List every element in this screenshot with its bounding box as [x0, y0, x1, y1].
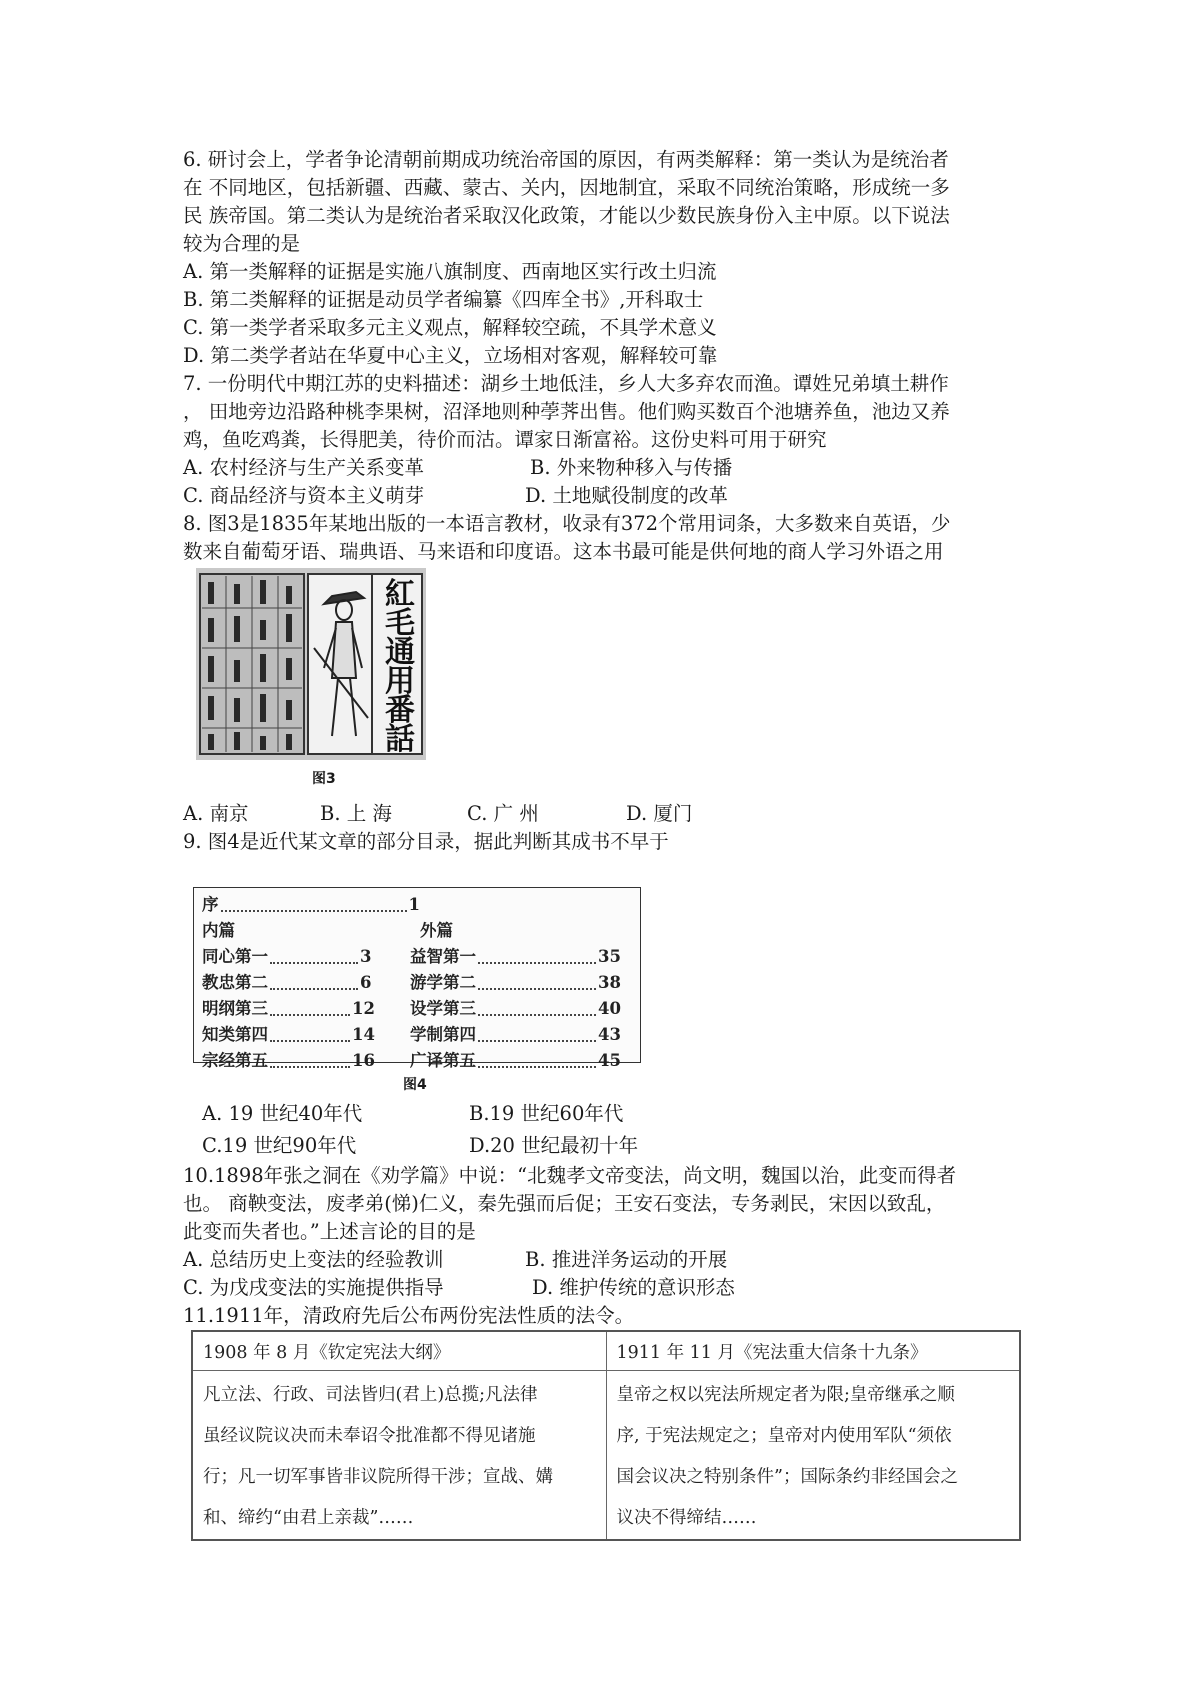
stem-line: 也。 商鞅变法，废孝弟(悌)仁义，秦先强而后促；王安石变法，专务剥民，宋因以致乱，	[183, 1192, 946, 1215]
q7-option-a: A. 农村经济与生产关系变革	[183, 456, 424, 479]
q9-option-c: C.19 世纪90年代	[202, 1134, 357, 1157]
title-char: 用	[385, 664, 415, 699]
stem-line: 数来自葡萄牙语、瑞典语、马来语和印度语。这本书最可能是供何地的商人学习外语之用	[183, 540, 944, 563]
toc-outer-entry: 游学第二 38	[410, 973, 621, 992]
toc-inner-entry: 宗经第五 16	[202, 1051, 375, 1070]
stem-line: ， 田地旁边沿路种桃李果树，沼泽地则种荸荠出售。他们购买数百个池塘养鱼，池边又养	[183, 400, 950, 423]
q6-option-b: B. 第二类解释的证据是动员学者编纂《四库全书》,开科取士	[183, 288, 704, 311]
stem-line: 8. 图3是1835年某地出版的一本语言教材，收录有372个常用词条，大多数来自英语，少	[183, 512, 951, 535]
toc-outer-entry: 广译第五 45	[410, 1051, 621, 1070]
figure-4-caption: 图4	[403, 1077, 427, 1093]
q8-option-c: C. 广 州	[467, 802, 539, 825]
q7-option-d: D. 土地赋役制度的改革	[525, 484, 728, 507]
q8-option-d: D. 厦门	[626, 802, 693, 825]
toc-inner-entry: 教忠第二 6	[202, 973, 372, 992]
toc-inner-heading: 内篇	[202, 921, 235, 940]
toc-outer-heading: 外篇	[420, 921, 453, 940]
figure-4-table-of-contents	[193, 887, 641, 1070]
stem-line: 此变而失者也。”上述言论的目的是	[183, 1220, 476, 1243]
q9-option-a: A. 19 世纪40年代	[202, 1102, 363, 1125]
q8-option-a: A. 南京	[183, 802, 249, 825]
question-6-stem	[183, 146, 1033, 258]
stem-line: 7. 一份明代中期江苏的史料描述：湖乡土地低洼，乡人大多弃农而渔。谭姓兄弟填土耕作	[183, 372, 949, 395]
q7-option-c: C. 商品经济与资本主义萌芽	[183, 484, 425, 507]
stem-line: 在 不同地区，包括新疆、西藏、蒙古、关内，因地制宜，采取不同统治策略，形成统一多	[183, 176, 950, 199]
toc-inner-entry: 明纲第三 12	[202, 999, 375, 1018]
title-char: 話	[385, 722, 415, 757]
question-7-stem	[183, 370, 1033, 454]
toc-outer-entry: 益智第一 35	[410, 947, 621, 966]
title-char: 紅	[385, 577, 415, 612]
q7-option-b: B. 外来物种移入与传播	[530, 456, 733, 479]
table-cell-1908: 凡立法、行政、司法皆归(君上)总揽;凡法律 虽经议院议决而未奉诏令批准都不得见诸施 行；凡一切军事皆非议院所得干涉；宣战、媾 和、缔约“由君上亲裁”……	[192, 1371, 606, 1541]
toc-page: 1	[408, 895, 420, 914]
table-header-row	[192, 1331, 1020, 1371]
q9-option-d: D.20 世纪最初十年	[469, 1134, 639, 1157]
stem-line: 较为合理的是	[183, 232, 301, 255]
table-header-cell: 1911 年 11 月《宪法重大信条十九条》	[606, 1331, 1020, 1371]
table-cell-1911: 皇帝之权以宪法所规定者为限;皇帝继承之顺 序, 于宪法规定之；皇帝对内使用军队“须依 国会议决之特别条件”；国际条约非经国会之 议决不得缔结……	[606, 1371, 1020, 1541]
stem-line: 民 族帝国。第二类认为是统治者采取汉化政策，才能以少数民族身份入主中原。以下说法	[183, 204, 950, 227]
q10-option-c: C. 为戊戌变法的实施提供指导	[183, 1276, 444, 1299]
toc-preface	[202, 892, 420, 918]
stem-line: 10.1898年张之洞在《劝学篇》中说：“北魏孝文帝变法，尚文明，魏国以治，此变而得者	[183, 1164, 957, 1187]
q6-option-d: D. 第二类学者站在华夏中心主义，立场相对客观，解释较可靠	[183, 344, 718, 367]
stem-line: 鸡，鱼吃鸡粪，长得肥美，待价而沽。谭家日渐富裕。这份史料可用于研究	[183, 428, 827, 451]
toc-title: 序	[202, 895, 219, 914]
toc-outer-entry: 设学第三 40	[410, 999, 621, 1018]
constitution-comparison-table	[191, 1330, 1021, 1541]
question-8-stem	[183, 510, 1033, 566]
q10-option-d: D. 维护传统的意识形态	[532, 1276, 735, 1299]
q6-option-a: A. 第一类解释的证据是实施八旗制度、西南地区实行改土归流	[183, 260, 717, 283]
figure-3-book-image	[196, 568, 426, 760]
figure-3-title-column	[378, 577, 422, 757]
q10-option-a: A. 总结历史上变法的经验教训	[183, 1248, 444, 1271]
title-char: 毛	[385, 606, 415, 641]
title-char: 通	[385, 635, 415, 670]
q9-option-b: B.19 世纪60年代	[469, 1102, 624, 1125]
table-header-cell: 1908 年 8 月《钦定宪法大纲》	[192, 1331, 606, 1371]
question-11-stem: 11.1911年，清政府先后公布两份宪法性质的法令。	[183, 1304, 635, 1327]
toc-inner-entry: 知类第四 14	[202, 1025, 375, 1044]
toc-outer-entry: 学制第四 43	[410, 1025, 621, 1044]
title-char: 番	[385, 693, 415, 728]
question-10-stem	[183, 1162, 1033, 1246]
question-9-stem: 9. 图4是近代某文章的部分目录，据此判断其成书不早于	[183, 830, 669, 853]
q10-option-b: B. 推进洋务运动的开展	[525, 1248, 728, 1271]
q8-option-b: B. 上 海	[320, 802, 392, 825]
table-row	[192, 1371, 1020, 1541]
stem-line: 6. 研讨会上，学者争论清朝前期成功统治帝国的原因，有两类解释：第一类认为是统治者	[183, 148, 949, 171]
toc-inner-entry: 同心第一 3	[202, 947, 372, 966]
q6-option-c: C. 第一类学者采取多元主义观点，解释较空疏，不具学术意义	[183, 316, 717, 339]
figure-3-caption: 图3	[312, 771, 336, 787]
